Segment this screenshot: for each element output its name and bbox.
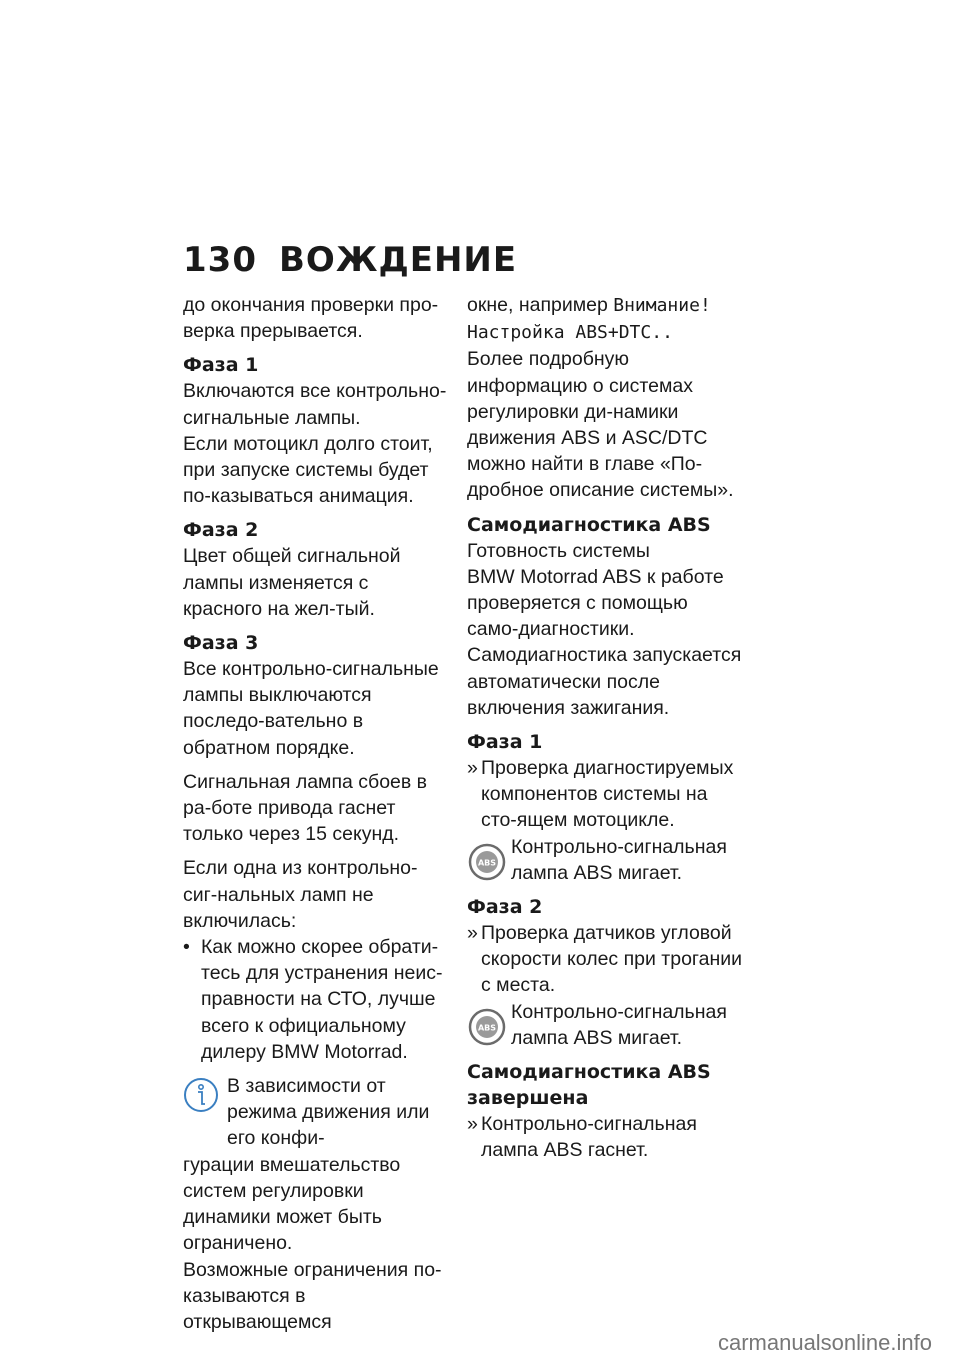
info-icon xyxy=(183,1077,219,1113)
info-text-rest: гурации вмешательство систем регулировки динамики может быть ограничено. xyxy=(183,1153,401,1255)
phase2-lamp xyxy=(467,999,742,1051)
phase2-text: Цвет общей сигнальной лампы изменяется с красного на жел-тый. xyxy=(183,545,401,620)
bullet-text: Как можно скорее обрати-тесь для устранения неис-правности на СТО, лучше всего к официальному дилеру BMW Motorrad. xyxy=(201,936,443,1063)
right-column xyxy=(467,292,742,1163)
display-message: Внимание! Настройка ABS+DTC.. xyxy=(467,295,711,344)
page-number: 130 xyxy=(183,240,257,280)
message-lead: окне, например xyxy=(467,294,614,316)
phase2-heading: Фаза 2 xyxy=(183,519,259,542)
r-phase2-heading: Фаза 2 xyxy=(467,896,543,919)
fault-lamp-note: Сигнальная лампа сбоев в ра-боте привода гаснет только через 15 секунд. xyxy=(183,770,428,846)
abs-lamp-icon xyxy=(467,842,507,882)
phase1-text: Включаются все контрольно-сигнальные лампы. xyxy=(183,380,447,429)
intro-text: до окончания проверки про-верка прерывается. xyxy=(183,294,439,343)
bullet-item xyxy=(183,934,448,1065)
phase1-step-text: Проверка диагностируемых компонентов системы на сто-ящем мотоцикле. xyxy=(481,757,734,832)
message-example xyxy=(467,292,742,346)
abs-lamp-label: ABS xyxy=(477,1023,497,1033)
phase1-lamp-text: Контрольно-сигнальная лампа ABS мигает. xyxy=(511,835,727,884)
left-column xyxy=(183,292,448,1335)
info-text-limits: Возможные ограничения по-казываются в открывающемся xyxy=(183,1258,442,1333)
phase1-lamp xyxy=(467,834,742,886)
phase3-text: Все контрольно-сигнальные лампы выключаются последо-вательно в обратном порядке. xyxy=(183,658,439,759)
info-text-first: В зависимости от режима движения или его конфи- xyxy=(227,1075,430,1150)
phase1-animation-text: Если мотоцикл долго стоит, при запуске системы будет по-казываться анимация. xyxy=(183,432,433,508)
phase2-step xyxy=(467,920,742,999)
page-header xyxy=(183,240,517,280)
arrow-mark: » xyxy=(467,757,478,780)
done-step-text: Контрольно-сигнальная лампа ABS гаснет. xyxy=(481,1113,697,1162)
abs-lamp-label: ABS xyxy=(477,858,497,868)
selfdiag-heading: Самодиагностика ABS xyxy=(467,513,711,536)
more-info-text: Более подробную информацию о системах регулировки ди-намики движения ABS и ASC/DTC можно найти в главе «По-дробное описание системы». xyxy=(467,348,734,502)
abs-lamp-icon xyxy=(467,1007,507,1047)
selfdiag-readiness: Готовность системы xyxy=(467,539,650,562)
arrow-mark: » xyxy=(467,1113,478,1136)
info-note xyxy=(183,1073,448,1335)
watermark: carmanualsonline.info xyxy=(717,1330,932,1355)
selfdiag-done-heading: Самодиагностика ABS завершена xyxy=(467,1061,711,1110)
r-phase1-heading: Фаза 1 xyxy=(467,731,543,754)
phase1-heading: Фаза 1 xyxy=(183,354,259,377)
phase3-heading: Фаза 3 xyxy=(183,632,259,655)
selfdiag-text: BMW Motorrad ABS к работе проверяется с помощью само-диагностики. Самодиагностика запускается автоматически после включения зажигания. xyxy=(467,565,742,719)
phase2-step-text: Проверка датчиков угловой скорости колес при трогании с места. xyxy=(481,922,743,997)
bullet-mark: • xyxy=(183,936,190,959)
phase2-lamp-text: Контрольно-сигнальная лампа ABS мигает. xyxy=(511,1000,727,1049)
section-title: ВОЖДЕНИЕ xyxy=(279,240,518,280)
done-step xyxy=(467,1111,742,1163)
lamp-failure-note: Если одна из контрольно-сиг-нальных ламп не включилась: xyxy=(183,857,418,932)
arrow-mark: » xyxy=(467,922,478,945)
phase1-step xyxy=(467,755,742,834)
